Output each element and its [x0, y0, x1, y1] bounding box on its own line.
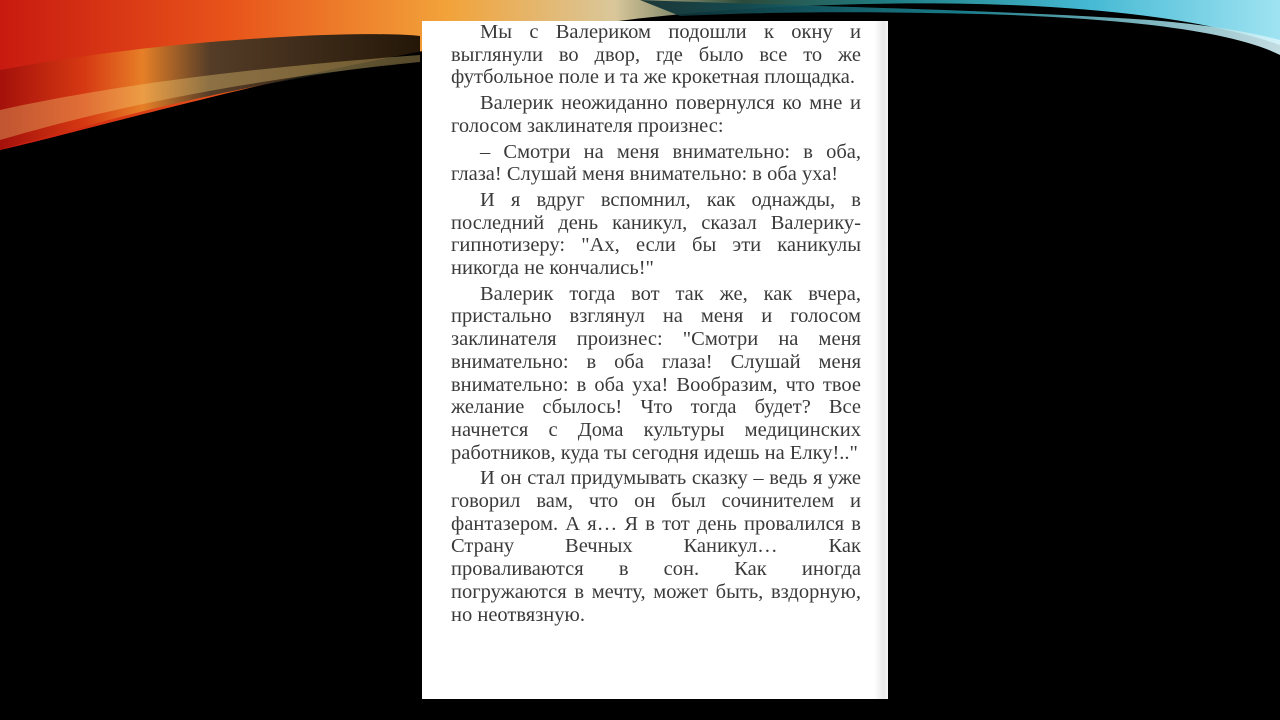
page-edge-shadow	[874, 21, 888, 699]
book-page	[422, 21, 888, 699]
paragraph-4: И я вдруг вспомнил, как однажды, в последний день каникул, сказал Валерику-гипнотизеру: "Ах, если бы эти каникулы никогда не кончались!"	[451, 188, 861, 280]
paragraph-3: – Смотри на меня внимательно: в оба, глаза! Слушай меня внимательно: в оба уха!	[451, 140, 861, 186]
page-text	[451, 21, 861, 629]
paragraph-6: И он стал придумывать сказку – ведь я уже говорил вам, что он был сочинителем и фантазером. А я… Я в тот день провалился в Страну Вечных Каникул… Как проваливаются в сон. Как иногда погружаются в мечту, может быть, вздорную, но неотвязную.	[451, 467, 861, 626]
paragraph-5: Валерик тогда вот так же, как вчера, пристально взглянул на меня и голосом заклинателя произнес: "Смотри на меня внимательно: в оба глаза! Слушай меня внимательно: в оба уха! Вообразим, что твое желание сбылось! Что тогда будет? Все начнется с Дома культуры медицинских работников, куда ты сегодня идешь на Елку!.."	[451, 282, 861, 464]
paragraph-2: Валерик неожиданно повернулся ко мне и голосом заклинателя произнес:	[451, 92, 861, 137]
paragraph-1: Мы с Валериком подошли к окну и выглянули во двор, где было все то же футбольное поле и та же крокетная площадка.	[451, 21, 861, 89]
